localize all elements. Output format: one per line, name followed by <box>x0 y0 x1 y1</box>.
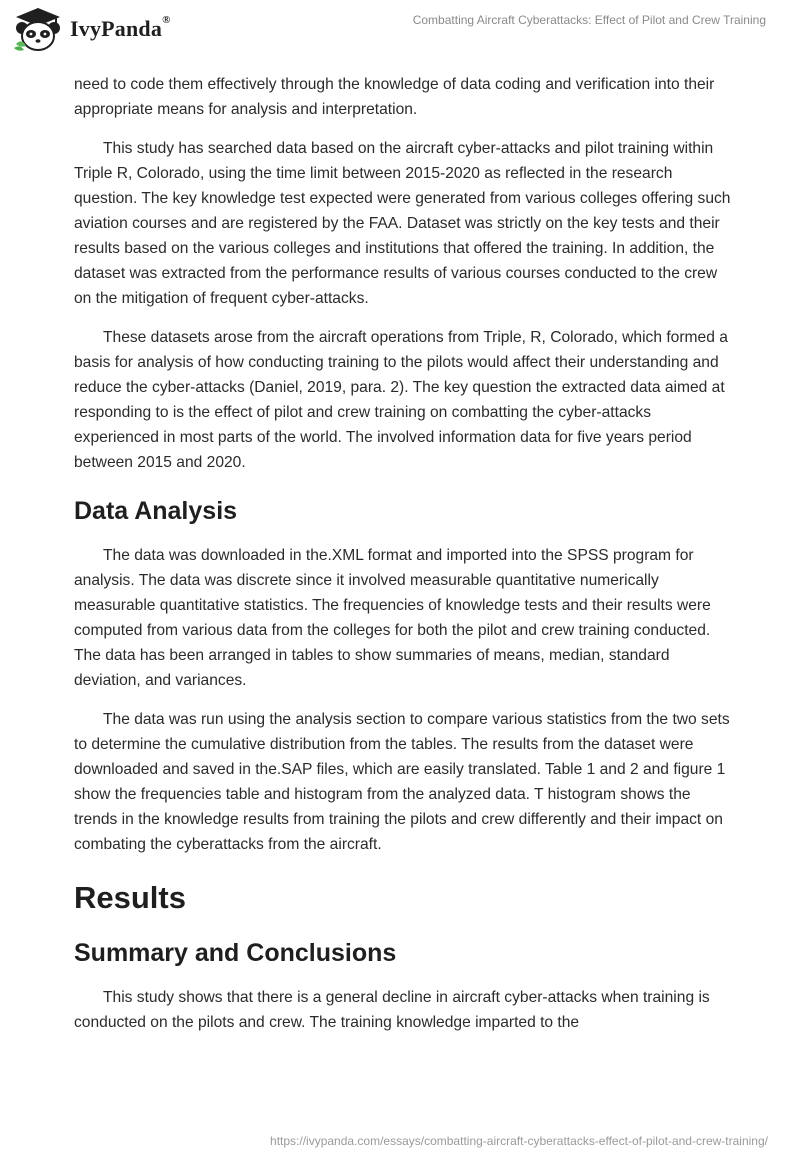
source-url-link[interactable]: https://ivypanda.com/essays/combatting-aircraft-cyberattacks-effect-of-pilot-and-crew-training/ <box>270 1134 768 1148</box>
paragraph-continuation: need to code them effectively through the knowledge of data coding and verification into their appropriate means for analysis and interpretation. <box>74 76 715 118</box>
paragraph-conclusion: This study shows that there is a general decline in aircraft cyber-attacks when training is conducted on the pilots and crew. The training knowledge imparted to the <box>74 989 710 1031</box>
panda-logo-icon <box>12 6 64 52</box>
paragraph-analysis-run: The data was run using the analysis section to compare various statistics from the two sets to determine the cumulative distribution from the tables. The results from the dataset were downloaded and saved in the.SAP files, which are easily translated. Table 1 and 2 and figure 1 show the frequencies table and histogram from the analyzed data. T histogram shows the trends in the knowledge results from training the pilots and crew differently and their impact on combating the cyberattacks from the aircraft. <box>74 711 730 853</box>
paragraph-study-data: This study has searched data based on the aircraft cyber-attacks and pilot training within Triple R, Colorado, using the time limit between 2015-2020 as reflected in the research question. The key knowledge test expected were generated from various colleges offering such aviation courses and are registered by the FAA. Dataset was strictly on the key tests and their results based on the various colleges and institutions that offered the training. In addition, the dataset was extracted from the performance results of various courses conducted to the crew on the mitigation of frequent cyber-attacks. <box>74 140 731 307</box>
heading-results: Results <box>74 880 186 915</box>
brand-name: IvyPanda® <box>70 14 171 41</box>
document-title: Combatting Aircraft Cyberattacks: Effect of Pilot and Crew Training <box>412 13 766 27</box>
heading-data-analysis: Data Analysis <box>74 497 238 525</box>
page-header <box>0 0 800 60</box>
heading-summary-conclusions: Summary and Conclusions <box>74 939 397 967</box>
article-body <box>74 72 734 1049</box>
paragraph-datasets: These datasets arose from the aircraft operations from Triple, R, Colorado, which formed a basis for analysis of how conducting training to the pilots would affect their understanding and reduce the cyber-attacks (Daniel, 2019, para. 2). The key question the extracted data aimed at responding to is the effect of pilot and crew training on combatting the cyber-attacks experienced in most parts of the world. The involved information data for five years period between 2015 and 2020. <box>74 329 728 471</box>
brand-logo[interactable] <box>12 6 171 52</box>
paragraph-spss: The data was downloaded in the.XML format and imported into the SPSS program for analysis. The data was discrete since it involved measurable quantitative numerically measurable quantitative statistics. The frequencies of knowledge tests and their results were computed from various data from the colleges for both the pilot and crew training conducted. The data has been arranged in tables to show summaries of means, median, standard deviation, and variances. <box>74 547 711 689</box>
